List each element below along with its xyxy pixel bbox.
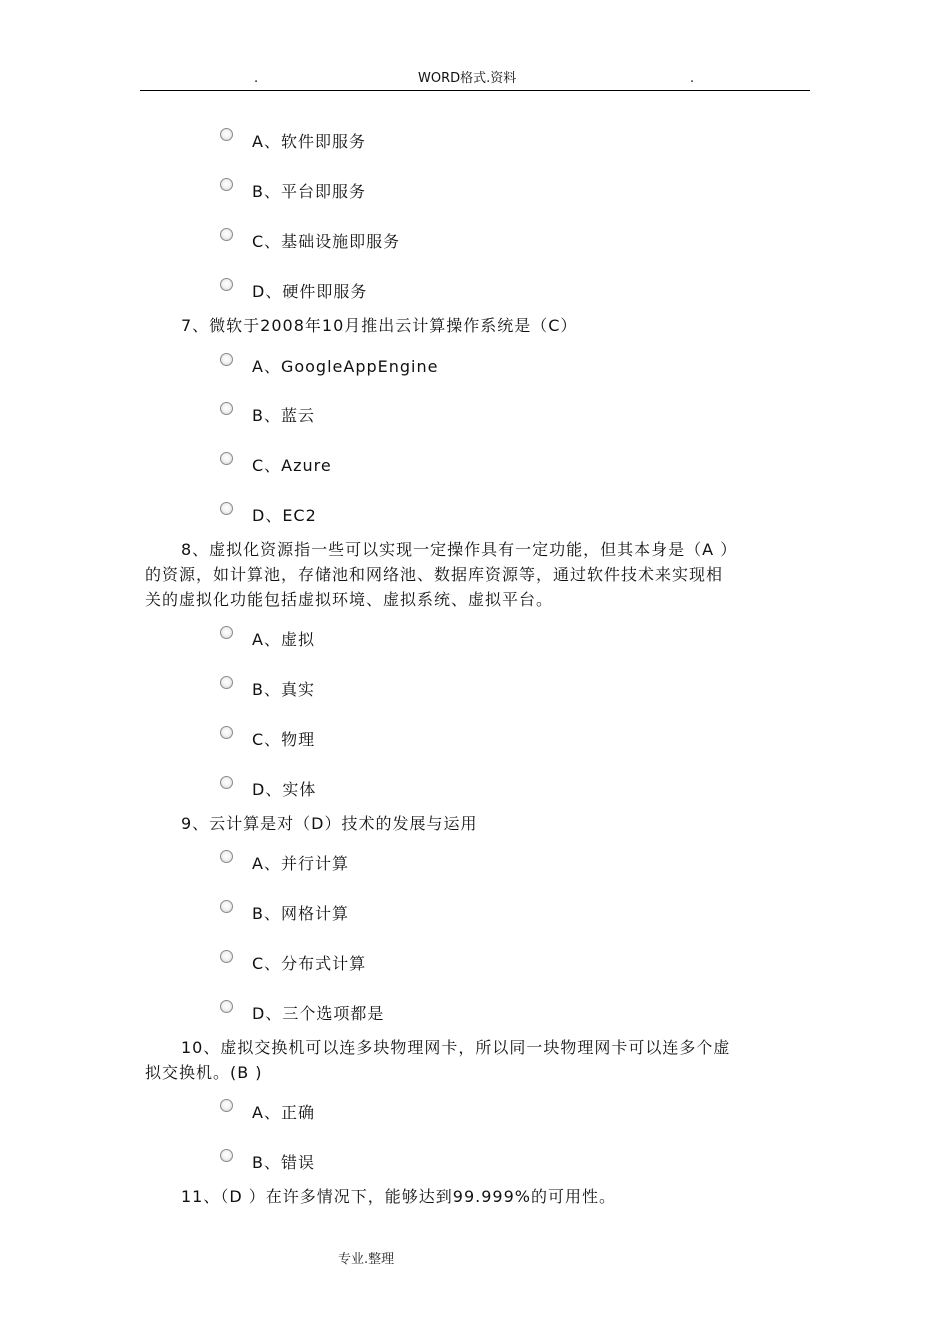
page-footer: 专业.整理 [338, 1252, 395, 1267]
option-label: D、三个选项都是 [252, 1004, 385, 1023]
option-label: D、EC2 [252, 506, 317, 525]
option-label: A、软件即服务 [252, 132, 366, 151]
question-9 [145, 811, 805, 836]
radio-button[interactable] [220, 452, 233, 465]
option-label: C、物理 [252, 730, 316, 749]
option-label: B、网格计算 [252, 904, 349, 923]
radio-button[interactable] [220, 278, 233, 291]
question-text: 9、云计算是对（D）技术的发展与运用 [181, 814, 478, 833]
header-left-mark: . [254, 71, 259, 86]
question-text-line: 的资源，如计算池，存储池和网络池、数据库资源等，通过软件技术来实现相 [145, 565, 724, 584]
radio-button[interactable] [220, 128, 233, 141]
option-label: B、平台即服务 [252, 182, 366, 201]
question-text: 7、微软于2008年10月推出云计算操作系统是（C） [181, 316, 578, 335]
header-title: WORD格式.资料 [418, 71, 517, 86]
option-label: C、Azure [252, 456, 332, 475]
radio-button[interactable] [220, 353, 233, 366]
question-text-line: 8、虚拟化资源指一些可以实现一定操作具有一定功能，但其本身是（A ） [181, 540, 738, 559]
radio-button[interactable] [220, 626, 233, 639]
option-label: A、并行计算 [252, 854, 349, 873]
question-text: 11、（D ）在许多情况下，能够达到99.999%的可用性。 [181, 1187, 616, 1206]
radio-button[interactable] [220, 1099, 233, 1112]
radio-button[interactable] [220, 402, 233, 415]
option-label: B、真实 [252, 680, 315, 699]
option-label: B、错误 [252, 1153, 315, 1172]
page-header [140, 70, 810, 91]
option-label: A、GoogleAppEngine [252, 357, 439, 376]
radio-button[interactable] [220, 178, 233, 191]
radio-button[interactable] [220, 1149, 233, 1162]
question-11 [145, 1184, 805, 1209]
header-right-mark: . [690, 71, 695, 86]
question-text-line: 10、虚拟交换机可以连多块物理网卡，所以同一块物理网卡可以连多个虚 [181, 1038, 731, 1057]
option-label: B、蓝云 [252, 406, 315, 425]
option-label: D、实体 [252, 780, 317, 799]
option-label: C、基础设施即服务 [252, 232, 401, 251]
radio-button[interactable] [220, 502, 233, 515]
radio-button[interactable] [220, 726, 233, 739]
option-label: D、硬件即服务 [252, 282, 368, 301]
question-8 [145, 537, 805, 612]
question-text-line: 关的虚拟化功能包括虚拟环境、虚拟系统、虚拟平台。 [145, 590, 554, 609]
question-7 [145, 313, 805, 338]
radio-button[interactable] [220, 676, 233, 689]
radio-button[interactable] [220, 850, 233, 863]
radio-button[interactable] [220, 950, 233, 963]
radio-button[interactable] [220, 228, 233, 241]
radio-button[interactable] [220, 900, 233, 913]
question-text-line: 拟交换机。(B ) [145, 1063, 263, 1082]
option-label: A、正确 [252, 1103, 315, 1122]
question-10 [145, 1035, 805, 1085]
option-label: A、虚拟 [252, 630, 315, 649]
radio-button[interactable] [220, 776, 233, 789]
option-label: C、分布式计算 [252, 954, 367, 973]
radio-button[interactable] [220, 1000, 233, 1013]
